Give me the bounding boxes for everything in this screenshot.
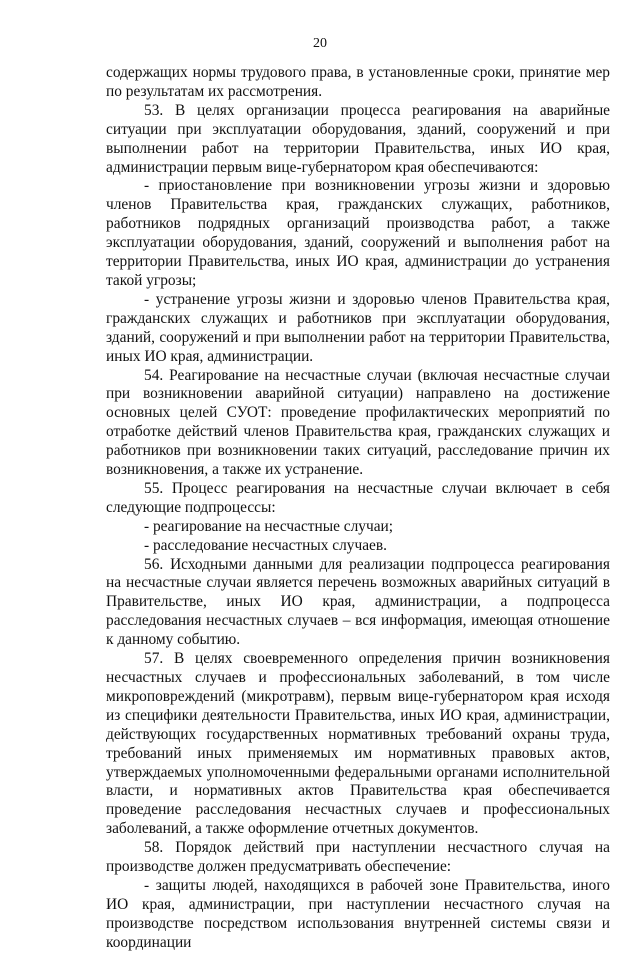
paragraph: 56. Исходными данными для реализации подпроцесса реагирования на несчастные случаи является перечень возможных аварийных ситуаций в Правительстве, иных ИО края, администрации, а подпроцесса расследования несчастных случаев – вся информация, имеющая отношение к данному событию. [106, 555, 610, 649]
paragraph: 57. В целях своевременного определения причин возникновения несчастных случаев и профессиональных заболеваний, в том числе микроповреждений (микротравм), первым вице-губернатором края исходя из специфики деятельности Правительства, иных ИО края, администрации, действующих государственных нормативных требований охраны труда, требований иных применяемых им нормативных правовых актов, утверждаемых уполномоченными федеральными органами исполнительной власти, и нормативных актов Правительства края обеспечивается проведение расследования несчастных случаев и профессиональных заболеваний, а также оформление отчетных документов. [106, 650, 610, 838]
list-item: - расследование несчастных случаев. [144, 536, 387, 554]
list-item: - устранение угрозы жизни и здоровью членов Правительства края, гражданских служащих и работников при эксплуатации оборудования, зданий, сооружений и при выполнении работ на территории Правительства, иных ИО края, администрации. [106, 290, 610, 365]
list-item: - реагирование на несчастные случаи; [144, 517, 394, 535]
paragraph: 58. Порядок действий при наступлении несчастного случая на производстве должен предусматривать обеспечение: [106, 839, 610, 876]
document-body [106, 64, 610, 953]
paragraph: 55. Процесс реагирования на несчастные случаи включает в себя следующие подпроцессы: [106, 479, 610, 516]
list-item: - приостановление при возникновении угрозы жизни и здоровью членов Правительства края, гражданских служащих, работников, работников подрядных организаций производства работ, а также эксплуатации оборудования, зданий, сооружений и выполнения работ на территории Правительства, иных ИО края, администрации до устранения такой угрозы; [106, 177, 610, 289]
list-item: - защиты людей, находящихся в рабочей зоне Правительства, иного ИО края, администрации, при наступлении несчастного случая на производстве посредством использования внутренней системы связи и координации [106, 876, 610, 951]
paragraph: 54. Реагирование на несчастные случаи (включая несчастные случаи при возникновении аварийной ситуации) направлено на достижение основных целей СУОТ: проведение профилактических мероприятий по отработке действий членов Правительства края, гражданских служащих и работников при возникновении таких ситуаций, расследование причин их возникновения, а также их устранение. [106, 366, 610, 479]
paragraph: содержащих нормы трудового права, в установленные сроки, принятие мер по результатам их рассмотрения. [106, 64, 610, 100]
paragraph: 53. В целях организации процесса реагирования на аварийные ситуации при эксплуатации оборудования, зданий, сооружений и при выполнении работ на территории Правительства, иных ИО края, администрации первым вице-губернатором края обеспечиваются: [106, 101, 610, 176]
page-number: 20 [313, 36, 327, 51]
